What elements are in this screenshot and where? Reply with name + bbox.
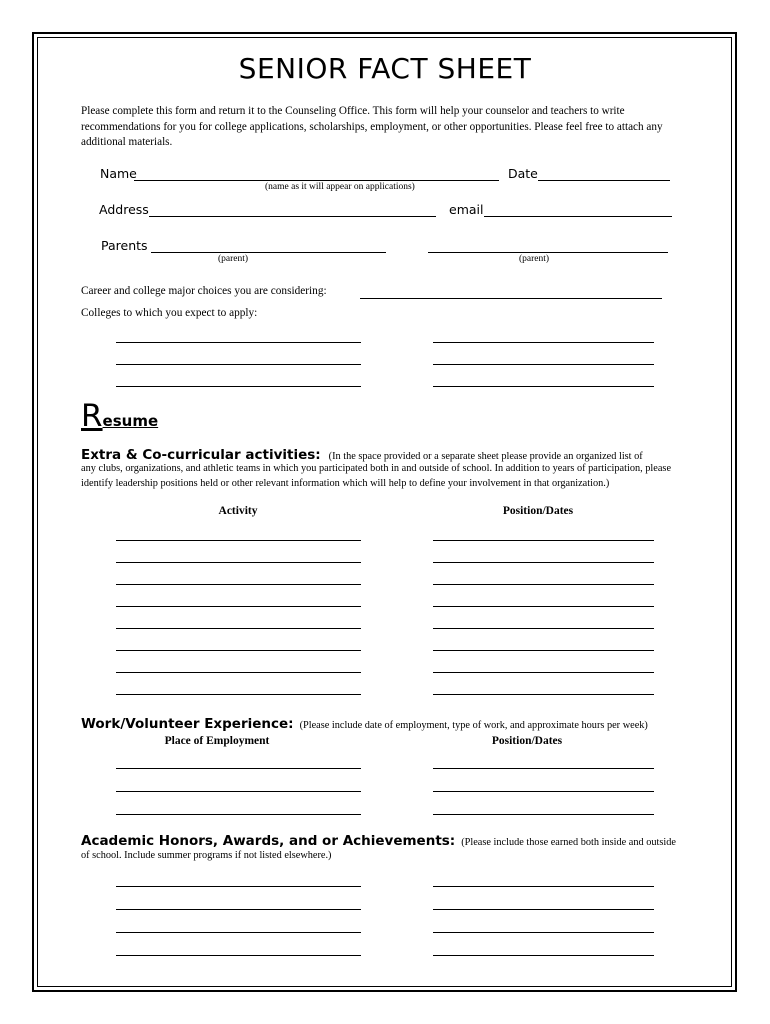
date-label: Date <box>508 166 538 181</box>
honors-line[interactable] <box>433 955 654 956</box>
college-line[interactable] <box>433 364 654 365</box>
address-label: Address <box>99 202 149 217</box>
work-position-line[interactable] <box>433 791 654 792</box>
honors-line[interactable] <box>116 886 361 887</box>
college-line[interactable] <box>116 386 361 387</box>
page-title: SENIOR FACT SHEET <box>238 52 532 85</box>
parent-1-note: (parent) <box>218 254 249 264</box>
activity-line[interactable] <box>116 672 361 673</box>
employment-line[interactable] <box>116 768 361 769</box>
extra-desc-rest: any clubs, organizations, and athletic teams in which you participated both in and outside of school. In addition to years of participation, please identify leadership positions held or other relevant information which will help to define your involvement in that organization.) <box>81 463 672 489</box>
position-line[interactable] <box>433 628 654 629</box>
position-line[interactable] <box>433 606 654 607</box>
position-line[interactable] <box>433 584 654 585</box>
honors-line[interactable] <box>433 932 654 933</box>
parent-2-note: (parent) <box>519 254 550 264</box>
parent-2-field[interactable] <box>428 252 668 253</box>
extra-heading: Extra & Co-curricular activities: <box>81 447 321 463</box>
activity-line[interactable] <box>116 694 361 695</box>
work-position-line[interactable] <box>433 814 654 815</box>
honors-line[interactable] <box>116 932 361 933</box>
position-line[interactable] <box>433 650 654 651</box>
employment-line[interactable] <box>116 814 361 815</box>
work-heading: Work/Volunteer Experience: <box>81 716 294 732</box>
honors-line[interactable] <box>116 909 361 910</box>
activity-line[interactable] <box>116 650 361 651</box>
honors-desc-first: (Please include those earned both inside and outside <box>461 837 676 848</box>
college-line[interactable] <box>433 342 654 343</box>
position-line[interactable] <box>433 562 654 563</box>
activity-line[interactable] <box>116 562 361 563</box>
career-label: Career and college major choices you are considering: <box>81 285 327 297</box>
activity-line[interactable] <box>116 540 361 541</box>
date-field[interactable] <box>538 180 670 181</box>
honors-heading: Academic Honors, Awards, and or Achievements: <box>81 833 456 849</box>
position-line[interactable] <box>433 672 654 673</box>
resume-rest: esume <box>102 412 159 430</box>
honors-desc-rest: of school. Include summer programs if not listed elsewhere.) <box>81 850 332 861</box>
activity-line[interactable] <box>116 606 361 607</box>
college-line[interactable] <box>116 342 361 343</box>
address-field[interactable] <box>149 216 436 217</box>
college-line[interactable] <box>116 364 361 365</box>
position-line[interactable] <box>433 540 654 541</box>
position-dates-column-header: Position/Dates <box>502 505 574 517</box>
email-label: email <box>449 202 484 217</box>
employment-line[interactable] <box>116 791 361 792</box>
name-label: Name <box>100 166 137 181</box>
name-field[interactable] <box>134 180 499 181</box>
name-note: (name as it will appear on applications) <box>265 182 415 192</box>
intro-paragraph: Please complete this form and return it to the Counseling Office. This form will help your counselor and teachers to write recommendations for you for college applications, scholarships, employment, or other opportunities. Please feel free to attach any additional materials. <box>81 105 663 148</box>
honors-line[interactable] <box>116 955 361 956</box>
resume-initial: R <box>81 398 103 434</box>
position-line[interactable] <box>433 694 654 695</box>
honors-heading-row <box>81 832 676 851</box>
parents-label: Parents <box>101 238 148 253</box>
work-desc: (Please include date of employment, type of work, and approximate hours per week) <box>299 720 648 731</box>
resume-heading <box>81 398 158 434</box>
work-position-line[interactable] <box>433 768 654 769</box>
work-position-dates-column-header: Position/Dates <box>491 735 563 747</box>
parent-1-field[interactable] <box>151 252 386 253</box>
extra-desc-first: (In the space provided or a separate sheet please provide an organized list of <box>328 451 643 462</box>
work-heading-row <box>81 715 648 734</box>
email-field[interactable] <box>484 216 672 217</box>
college-line[interactable] <box>433 386 654 387</box>
honors-line[interactable] <box>433 909 654 910</box>
place-of-employment-column-header: Place of Employment <box>164 735 270 747</box>
honors-line[interactable] <box>433 886 654 887</box>
career-field[interactable] <box>360 298 662 299</box>
activity-line[interactable] <box>116 584 361 585</box>
activity-column-header: Activity <box>218 505 258 517</box>
colleges-label: Colleges to which you expect to apply: <box>81 307 258 319</box>
activity-line[interactable] <box>116 628 361 629</box>
